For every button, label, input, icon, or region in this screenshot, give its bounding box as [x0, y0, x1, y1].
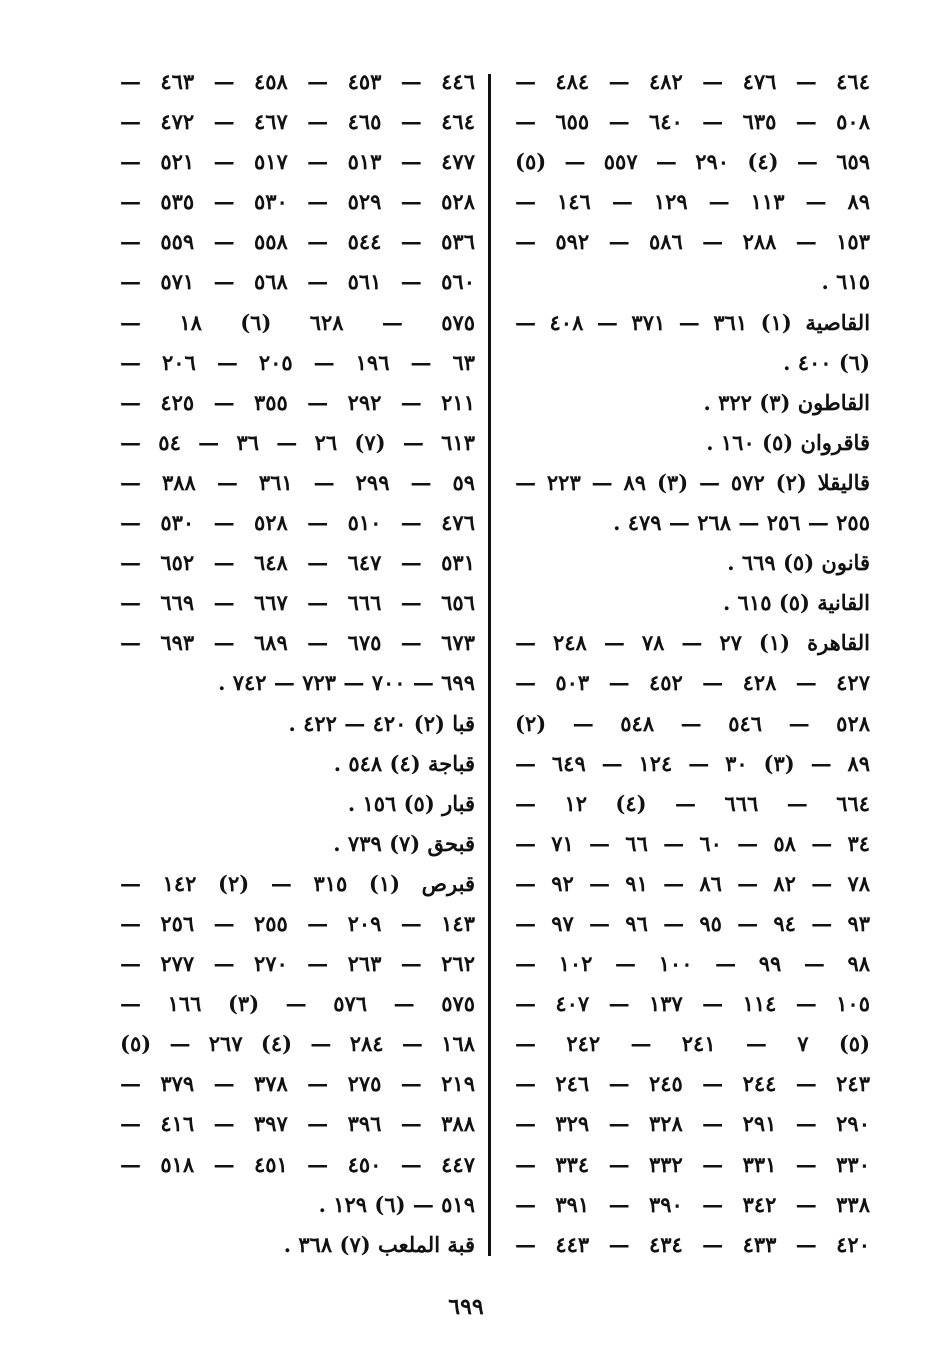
index-line: ٢٩٠ — ٢٩١ — ٣٢٨ — ٣٢٩ —: [515, 1111, 870, 1137]
index-line: قبار (٥) ١٥٦ .: [347, 790, 475, 816]
index-line: ٤٢٠ — ٤٣٣ — ٤٣٤ — ٤٤٣ —: [515, 1231, 870, 1257]
index-line: ٥٢٨ — ٥٢٩ — ٥٣٠ — ٥٣٥ —: [120, 189, 475, 215]
index-line: ٥٩ — ٢٩٩ — ٣٦١ — ٣٨٨ —: [120, 469, 475, 495]
index-line: ٣٨٨ — ٣٩٦ — ٣٩٧ — ٤١٦ —: [120, 1111, 475, 1137]
index-line: قانون (٥) ٦٦٩ .: [727, 550, 870, 576]
index-column-left: [120, 62, 475, 1265]
index-line: ٥٠٨ — ٦٣٥ — ٦٤٠ — ٦٥٥ —: [515, 109, 870, 135]
index-line: ٧٨ — ٨٢ — ٨٦ — ٩١ — ٩٢ —: [515, 870, 870, 896]
index-line: ٦٥٩ — (٤) ٢٩٠ — ٥٥٧ — (٥): [515, 149, 870, 175]
index-line: ٤٤٦ — ٤٥٣ — ٤٥٨ — ٤٦٣ —: [120, 69, 475, 94]
index-line: ١٦٨ — ٢٨٤ — (٤) ٢٦٧ — (٥): [120, 1031, 475, 1057]
index-line: (٦) ٤٠٠ .: [783, 349, 870, 375]
index-line: القاصية (١) ٣٦١ — ٣٧١ — ٤٠٨ —: [515, 309, 870, 335]
index-line: ٥٧٥ — ٦٢٨ (٦) ١٨ —: [120, 309, 475, 335]
index-line: ٢٦٢ — ٢٦٣ — ٢٧٠ — ٢٧٧ —: [120, 951, 475, 977]
index-line: ٢١٩ — ٢٧٥ — ٣٧٨ — ٣٧٩ —: [120, 1071, 475, 1097]
index-line: قاليقلا (٢) ٥٧٢ — (٣) ٨٩ — ٢٢٣ —: [515, 469, 870, 495]
index-line: ٤٢٧ — ٤٢٨ — ٤٥٢ — ٥٠٣ —: [515, 670, 870, 696]
page-number: ٦٩٩: [448, 1294, 484, 1320]
index-line: القانية (٥) ٦١٥ .: [723, 590, 870, 616]
index-line: قبا (٢) ٤٢٠ — ٤٢٢ .: [288, 710, 475, 736]
index-line: قاقروان (٥) ١٦٠ .: [706, 429, 870, 455]
index-line: ٥٦٠ — ٥٦١ — ٥٦٨ — ٥٧١ —: [120, 269, 475, 295]
index-line: ٥٧٥ — ٥٧٦ — (٣) ١٦٦ —: [120, 991, 475, 1017]
index-line: ٢٥٥ — ٢٥٦ — ٢٦٨ — ٤٧٩ .: [613, 510, 870, 536]
index-line: ٥١٩ — (٦) ١٢٩ .: [318, 1191, 475, 1217]
index-line: ١٥٣ — ٢٨٨ — ٥٨٦ — ٥٩٢ —: [515, 229, 870, 255]
index-line: ٩٣ — ٩٤ — ٩٥ — ٩٦ — ٩٧ —: [515, 910, 870, 936]
index-line: ٩٨ — ٩٩ — ١٠٠ — ١٠٢ —: [515, 951, 870, 977]
index-column-right: [515, 62, 870, 1265]
index-line: قباجة (٤) ٥٤٨ .: [333, 750, 475, 776]
index-line: القاهرة (١) ٢٧ — ٧٨ — ٢٤٨ —: [515, 630, 870, 656]
index-line: ٤٧٧ — ٥١٣ — ٥١٧ — ٥٢١ —: [120, 149, 475, 175]
index-line: ١٠٥ — ١١٤ — ١٣٧ — ٤٠٧ —: [515, 991, 870, 1017]
column-divider: [488, 74, 491, 1256]
index-line: ٥٣١ — ٦٤٧ — ٦٤٨ — ٦٥٢ —: [120, 550, 475, 576]
index-line: ٦١٣ — (٧) ٢٦ — ٣٦ — ٥٤ —: [120, 429, 475, 455]
index-line: ٣٣٠ — ٣٣١ — ٣٣٢ — ٣٣٤ —: [515, 1151, 870, 1177]
index-line: ٨٩ — (٣) ٣٠ — ١٢٤ — ٦٤٩ —: [515, 750, 870, 776]
index-line: ١٤٣ — ٢٠٩ — ٢٥٥ — ٢٥٦ —: [120, 910, 475, 936]
index-line: ٢١١ — ٢٩٢ — ٣٥٥ — ٤٢٥ —: [120, 389, 475, 415]
index-line: ٦٩٩ — ٧٠٠ — ٧٢٣ — ٧٤٢ .: [218, 670, 475, 696]
index-line: (٥) ٧ — ٢٤١ — ٢٤٢ —: [515, 1031, 870, 1057]
index-line: ٦٥٦ — ٦٦٦ — ٦٦٧ — ٦٦٩ —: [120, 590, 475, 616]
index-line: ٣٣٨ — ٣٤٢ — ٣٩٠ — ٣٩١ —: [515, 1191, 870, 1217]
index-line: قبة الملعب (٧) ٣٦٨ .: [283, 1231, 475, 1257]
index-line: ٤٦٤ — ٤٧٦ — ٤٨٢ — ٤٨٤ —: [515, 69, 870, 94]
index-line: ٨٩ — ١١٣ — ١٢٩ — ١٤٦ —: [515, 189, 870, 215]
index-line: ٥٢٨ — ٥٤٦ — ٥٤٨ — (٢): [515, 710, 870, 736]
index-line: ٦١٥ .: [821, 269, 870, 295]
index-line: القاطون (٣) ٣٢٢ .: [703, 389, 870, 415]
index-line: ٦٦٤ — ٦٦٦ — (٤) ١٢ —: [515, 790, 870, 816]
index-line: ٣٤ — ٥٨ — ٦٠ — ٦٦ — ٧١ —: [515, 830, 870, 856]
index-line: قبحق (٧) ٧٣٩ .: [333, 830, 475, 856]
index-line: ٥٣٦ — ٥٤٤ — ٥٥٨ — ٥٥٩ —: [120, 229, 475, 255]
index-line: ٦٧٣ — ٦٧٥ — ٦٨٩ — ٦٩٣ —: [120, 630, 475, 656]
index-line: ٤٦٤ — ٤٦٥ — ٤٦٧ — ٤٧٢ —: [120, 109, 475, 135]
index-line: ٤٤٧ — ٤٥٠ — ٤٥١ — ٥١٨ —: [120, 1151, 475, 1177]
index-line: ٦٣ — ١٩٦ — ٢٠٥ — ٢٠٦ —: [120, 349, 475, 375]
index-line: قبرص (١) ٣١٥ — (٢) ١٤٢ —: [120, 870, 475, 896]
index-line: ٢٤٣ — ٢٤٤ — ٢٤٥ — ٢٤٦ —: [515, 1071, 870, 1097]
index-line: ٤٧٦ — ٥١٠ — ٥٢٨ — ٥٣٠ —: [120, 510, 475, 536]
